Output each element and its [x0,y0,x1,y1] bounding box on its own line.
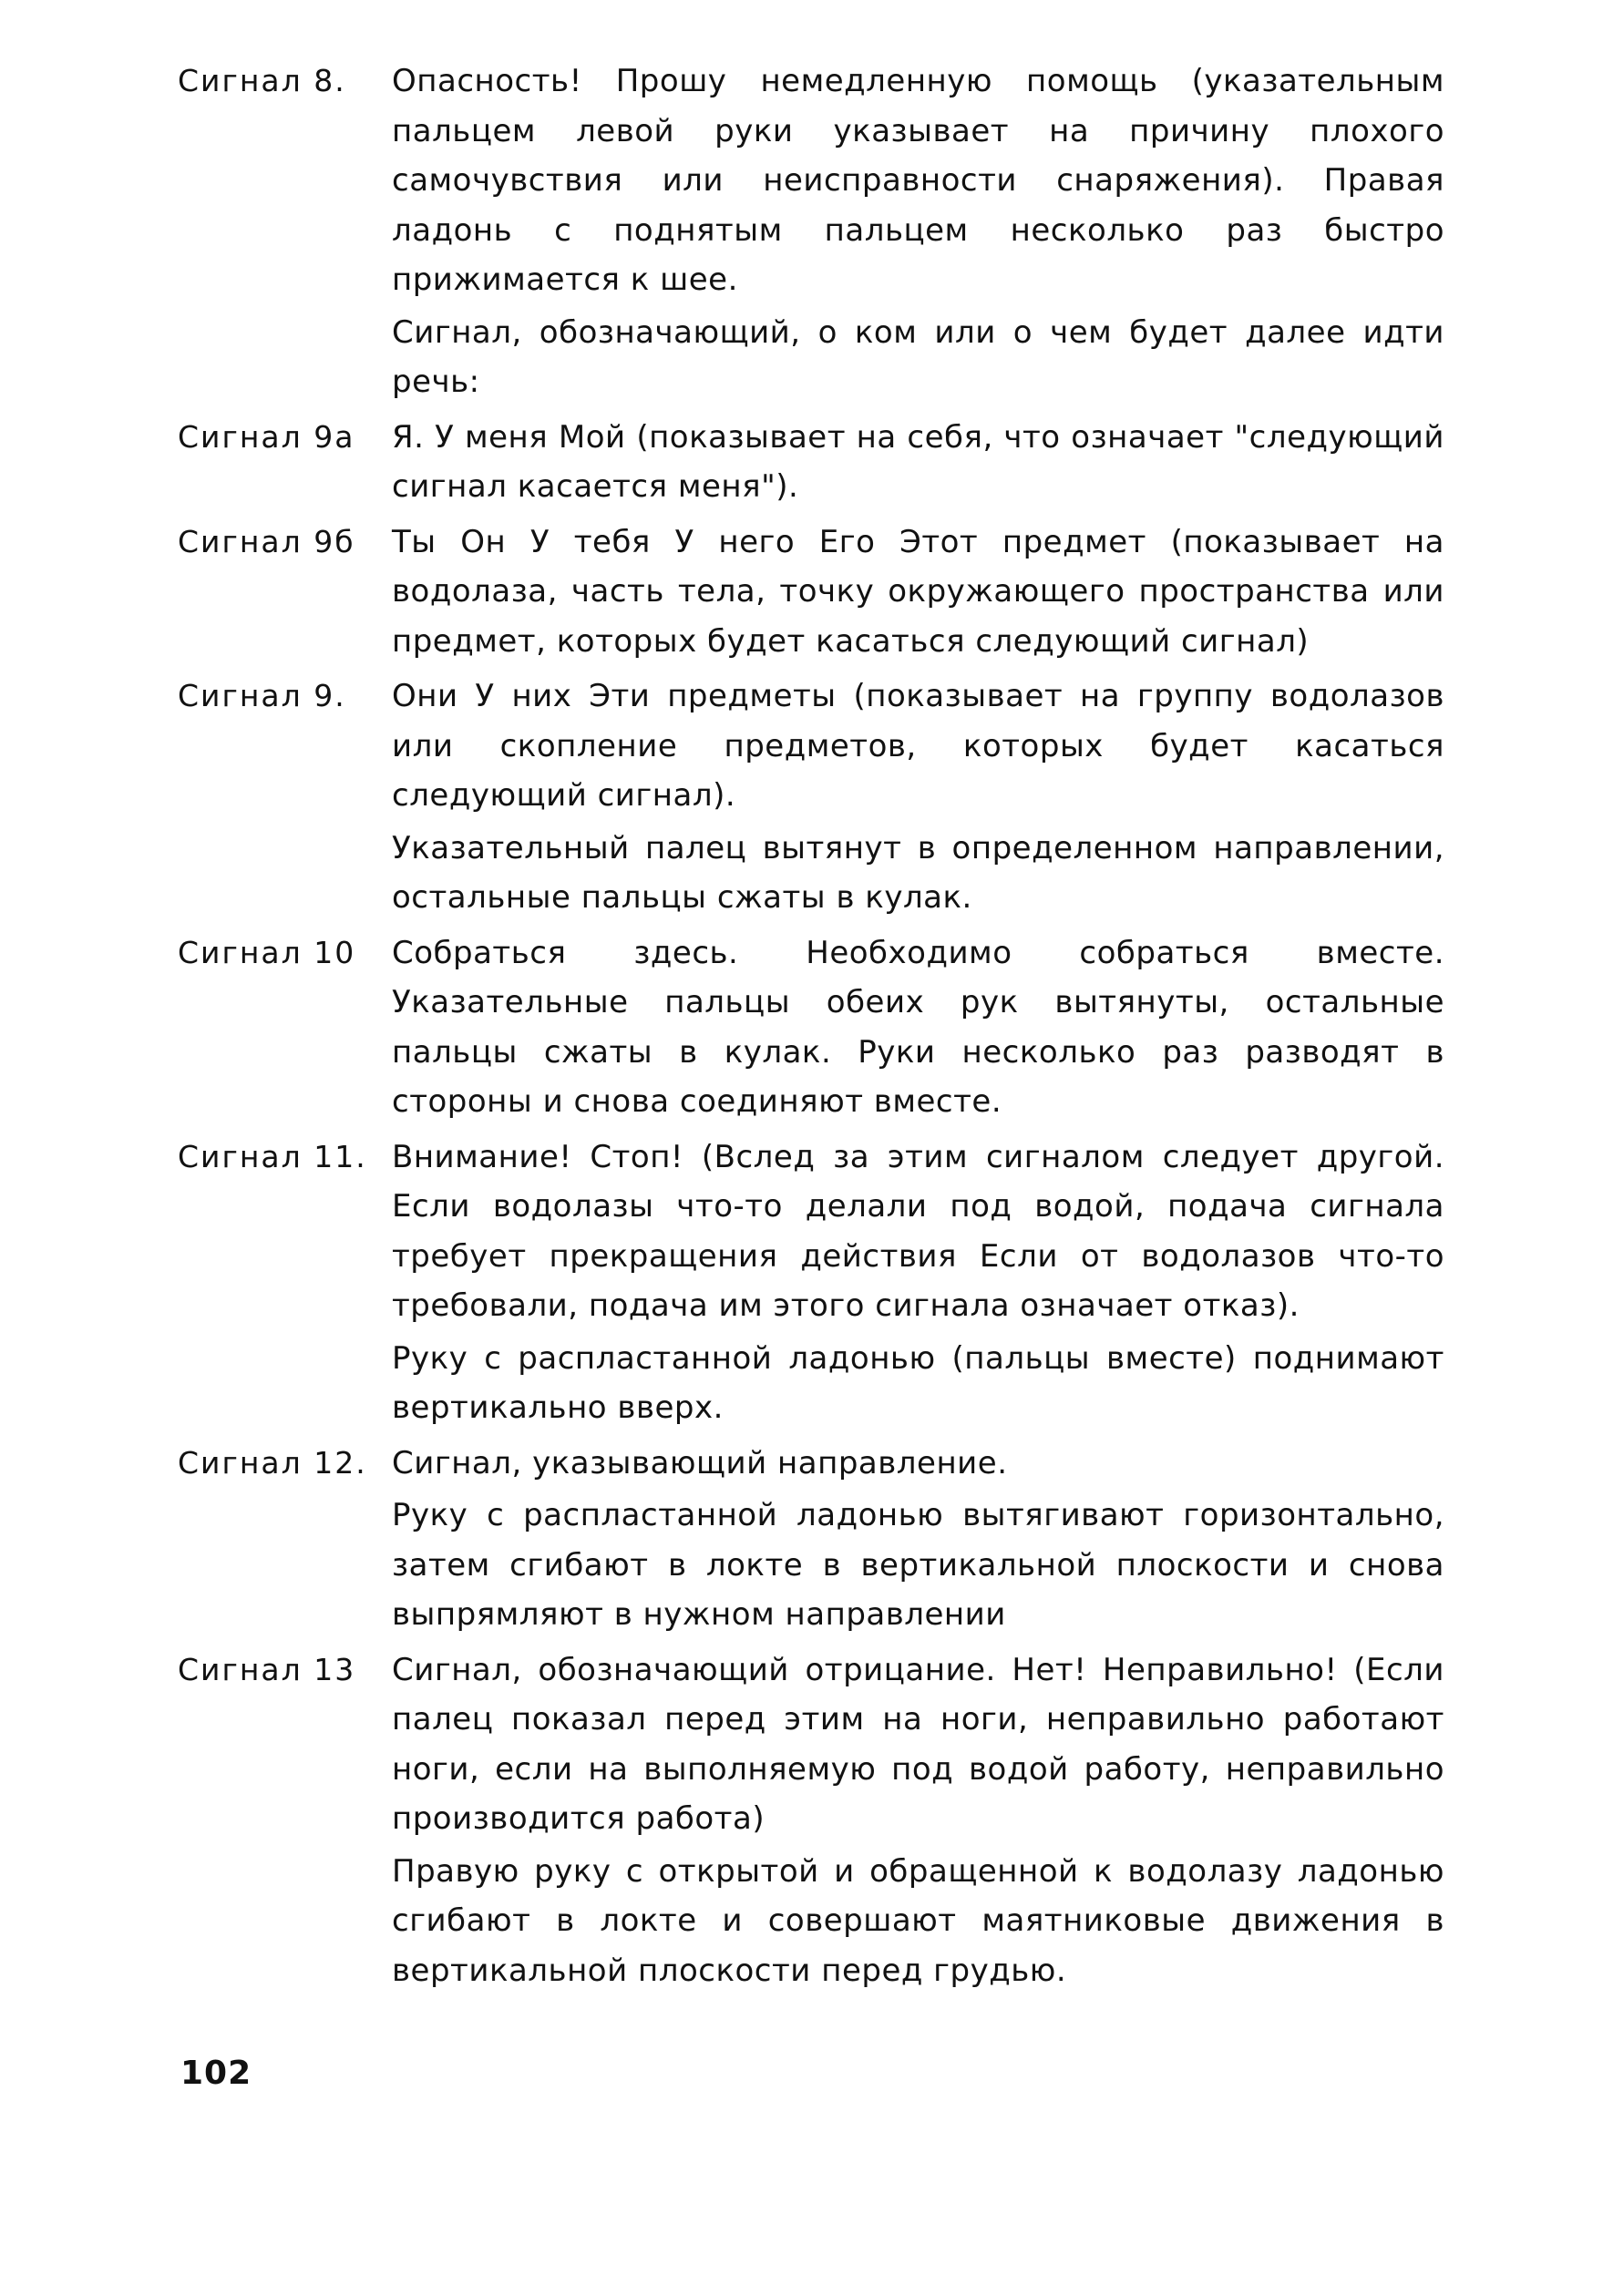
signal-paragraph: Сигнал, указывающий направление. [392,1444,1008,1481]
signal-entry [178,413,1444,515]
signal-paragraph: Внимание! Стоп! (Вслед за этим сигналом следует другой. Если водолазы что-то делали под водой, подача сигнала требует прекращения действия Если от водолазов что-то требовали, подача им этого сигнала означает отказ). [392,1138,1444,1324]
signal-paragraph: Правую руку с открытой и обращенной к водолазу ладонью сгибают в локте и совершают маятниковые движения в вертикальной плоскости перед грудью. [392,1852,1444,1989]
signal-label: Сигнал 13 [178,1651,356,1687]
signal-description [392,56,1444,410]
signal-entry [178,928,1444,1130]
signal-description [392,518,1444,670]
signal-entry [178,1133,1444,1436]
signal-entry [178,1439,1444,1643]
signal-entry [178,1645,1444,1999]
signal-label: Сигнал 9а [178,418,355,455]
signal-label: Сигнал 9. [178,678,346,713]
signal-description [392,1133,1444,1436]
signal-label: Сигнал 9б [178,523,355,559]
signal-entry [178,671,1444,926]
signal-paragraph: Они У них Эти предметы (показывает на группу водолазов или скопление предметов, которых будет касаться следующий сигнал). [392,678,1444,814]
signal-paragraph: Указательный палец вытянут в определенном направлении, остальные пальцы сжаты в кулак. [392,829,1444,916]
signal-label: Сигнал 10 [178,934,356,970]
signal-list [178,56,1444,2001]
signal-paragraph: Я. У меня Мой (показывает на себя, что означает "следующий сигнал касается меня"). [392,418,1444,505]
signal-description [392,1439,1444,1643]
signal-entry [178,518,1444,670]
signal-paragraph: Руку с распластанной ладонью (пальцы вместе) поднимают вертикально вверх. [392,1339,1444,1426]
signal-description [392,1645,1444,1999]
signal-paragraph: Опасность! Прошу немедленную помощь (указательным пальцем левой руки указывает на причину плохого самочувствия или неисправности снаряжения). Правая ладонь с поднятым пальцем несколько раз быстро прижимается к шее. [392,63,1444,298]
signal-paragraph: Руку с распластанной ладонью вытягивают горизонтально, затем сгибают в локте в вертикальной плоскости и снова выпрямляют в нужном направлении [392,1497,1444,1633]
signal-paragraph: Сигнал, обозначающий, о ком или о чем будет далее идти речь: [392,313,1444,400]
signal-paragraph: Собраться здесь. Необходимо собраться вместе. Указательные пальцы обеих рук вытянуты, остальные пальцы сжаты в кулак. Руки несколько раз разводят в стороны и снова соединяют вместе. [392,934,1444,1120]
signal-description [392,413,1444,515]
signal-paragraph: Сигнал, обозначающий отрицание. Нет! Неправильно! (Если палец показал перед этим на ноги, неправильно работают ноги, если на выполняемую под водой работу, неправильно производится работа) [392,1651,1444,1837]
signal-description [392,671,1444,926]
signal-label: Сигнал 8. [178,63,346,98]
signal-description [392,928,1444,1130]
signal-label: Сигнал 11. [178,1138,367,1174]
signal-entry [178,56,1444,410]
signal-paragraph: Ты Он У тебя У него Его Этот предмет (показывает на водолаза, часть тела, точку окружающего пространства или предмет, которых будет касаться следующий сигнал) [392,523,1444,660]
signal-label: Сигнал 12. [178,1444,367,1481]
page-number: 102 [180,2055,252,2092]
